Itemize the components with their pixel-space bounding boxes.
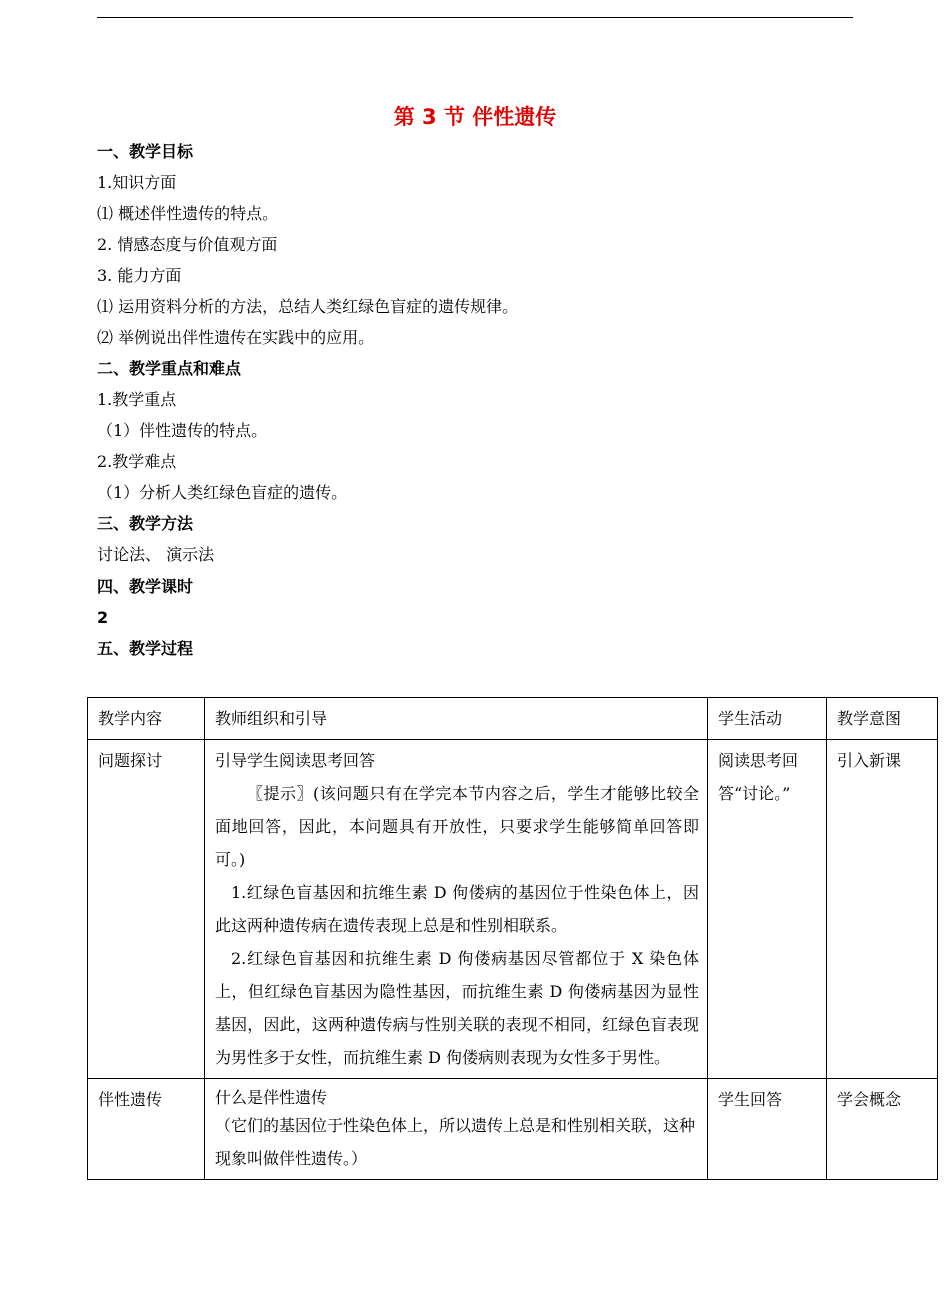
section-heading-periods: 四、教学课时: [97, 577, 194, 596]
table-cell-activity: 学生回答: [708, 1079, 827, 1180]
page-title: 第 3 节 伴性遗传: [393, 105, 557, 129]
guide-tip: 〖提示〗(该问题只有在学完本节内容之后，学生才能够比较全面地回答，因此，本问题具有开放性，只要求学生能够简单回答即可。): [215, 784, 699, 869]
text-line: ⑴ 概述伴性遗传的特点。: [97, 204, 279, 223]
table-header-cell: 学生活动: [708, 698, 827, 740]
table-header-row: [88, 698, 938, 740]
guide-paragraph: 1.红绿色盲基因和抗维生素 D 佝偻病的基因位于性染色体上，因此这两种遗传病在遗传表现上总是和性别相联系。: [215, 883, 699, 935]
periods-value: 2: [97, 608, 109, 627]
table-cell-intent: 引入新课: [827, 740, 938, 1079]
table-row: [88, 1079, 938, 1180]
text-line: 1.教学重点: [97, 390, 177, 409]
table-cell-intent: 学会概念: [827, 1079, 938, 1180]
section-heading-methods: 三、教学方法: [97, 514, 194, 533]
text-line: ⑴ 运用资料分析的方法，总结人类红绿色盲症的遗传规律。: [97, 297, 519, 316]
table-row: [88, 740, 938, 1079]
text-line: 2. 情感态度与价值观方面: [97, 235, 278, 254]
process-table: [87, 697, 938, 1180]
table-cell-activity: 阅读思考回答“讨论。”: [708, 740, 827, 1079]
guide-answer: （它们的基因位于性染色体上，所以遗传上总是和性别相关联，这种现象叫做伴性遗传。）: [215, 1116, 696, 1168]
table-header-cell: 教学内容: [88, 698, 205, 740]
table-header-cell: 教学意图: [827, 698, 938, 740]
table-cell-content: 伴性遗传: [88, 1079, 205, 1180]
guide-question: 什么是伴性遗传: [215, 1088, 328, 1107]
text-line: （1）伴性遗传的特点。: [97, 421, 268, 440]
text-line: 1.知识方面: [97, 173, 177, 192]
text-line: ⑵ 举例说出伴性遗传在实践中的应用。: [97, 328, 375, 347]
header-rule: [97, 17, 853, 18]
table-cell-content: 问题探讨: [88, 740, 205, 1079]
section-heading-key-points: 二、教学重点和难点: [97, 359, 242, 378]
table-cell-guide: [205, 740, 708, 1079]
text-line: 2.教学难点: [97, 452, 177, 471]
section-heading-objectives: 一、教学目标: [97, 142, 194, 161]
guide-paragraph: 2.红绿色盲基因和抗维生素 D 佝偻病基因尽管都位于 X 染色体上，但红绿色盲基因为隐性基因，而抗维生素 D 佝偻病基因为显性基因，因此，这两种遗传病与性别关联的表现不相同，红绿色盲表现为男性多于女性，而抗维生素 D 佝偻病则表现为女性多于男性。: [215, 949, 699, 1067]
guide-intro: 引导学生阅读思考回答: [215, 751, 376, 770]
text-line: 3. 能力方面: [97, 266, 182, 285]
table-header-cell: 教师组织和引导: [205, 698, 708, 740]
text-line: （1）分析人类红绿色盲症的遗传。: [97, 483, 348, 502]
text-line: 讨论法、 演示法: [97, 545, 215, 564]
section-heading-process: 五、教学过程: [97, 639, 194, 658]
table-cell-guide: [205, 1079, 708, 1180]
